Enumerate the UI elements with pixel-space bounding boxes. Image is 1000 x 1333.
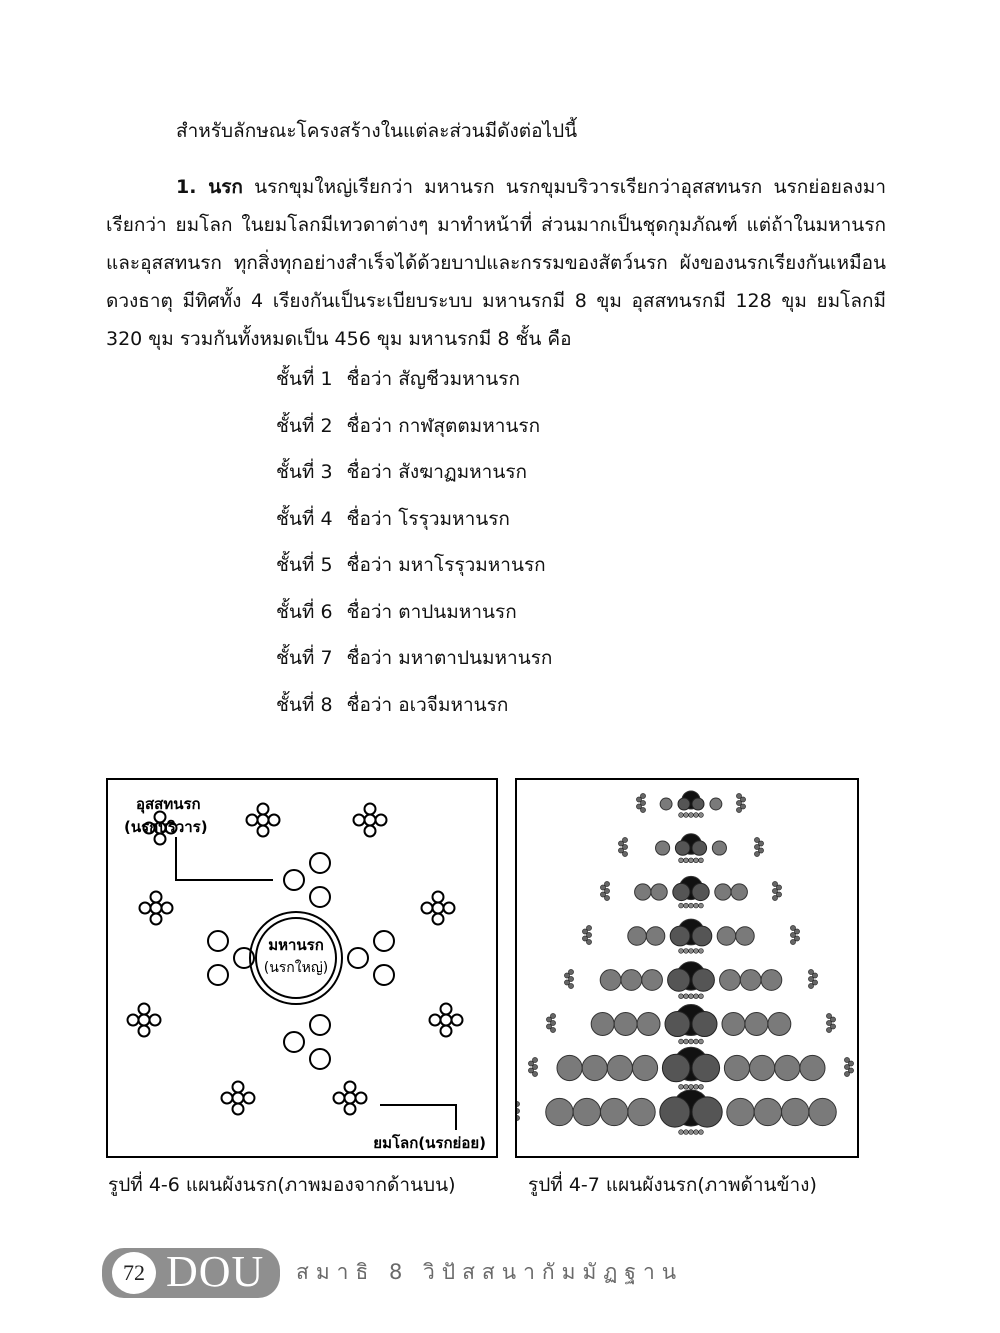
- hell-pit-circle: [582, 1055, 607, 1080]
- hell-pit-circle: [844, 1071, 849, 1076]
- hell-pit-circle: [736, 807, 741, 812]
- section-text: นรกขุมใหญ่เรียกว่า มหานรก นรกขุมบริวารเรียกว่าอุสสทนรก นรกย่อยลงมา เรียกว่า ยมโลก ในยมโลกมีเทวดาต่างๆ มาทำหน้าที่ ส่วนมากเป็นชุดกุมภัณฑ์ แต่ถ้าในมหานรกและอุสสทนรก ทุกสิ่งทุกอย่างสำเร็จได้ด้วยบาปและกรรมของสัตว์นรก ผังของนรกเรียงกันเหมือนดวงธาตุ มีทิศทั้ง 4 เรียงกันเป็นระเบียบระบบ มหานรกมี 8 ขุม อุสสทนรกมี 128 ขุม ยมโลกมี 320 ขุม รวมกันทั้งหมดเป็น 456 ขุม มหานรกมี 8 ชั้น คือ: [106, 176, 886, 350]
- tier-number: ชั้นที่ 5: [276, 554, 333, 576]
- figure1-caption: รูปที่ 4-6 แผนผังนรก(ภาพมองจากด้านบน): [108, 1174, 456, 1196]
- hell-pit-circle: [715, 884, 731, 900]
- hell-pit-circle: [727, 1098, 754, 1125]
- hell-pit-circle: [782, 1098, 809, 1125]
- hell-pit-circle: [517, 1108, 520, 1113]
- hell-pit-circle: [679, 1039, 684, 1044]
- hell-pit-circle: [754, 1098, 781, 1125]
- tier-name: ชื่อว่า มหาโรรุวมหานรก: [346, 554, 546, 576]
- hell-pit-circle: [724, 1055, 749, 1080]
- hell-pit-circle: [736, 927, 755, 946]
- hell-pit-circle: [642, 970, 663, 991]
- hell-pit-circle: [754, 851, 759, 856]
- hell-pit-circle: [635, 884, 651, 900]
- ussada-label-1: อุสสทนรก: [136, 795, 201, 813]
- hell-pit-circle: [684, 1084, 689, 1089]
- hell-pit-circle: [694, 858, 699, 863]
- hell-pit-circle: [689, 813, 694, 818]
- tier-name: ชื่อว่า มหาตาปนมหานรก: [346, 647, 553, 669]
- hell-pit-circle: [694, 813, 699, 818]
- figure-top-view: [106, 778, 498, 1158]
- hell-pit-circle: [586, 939, 591, 944]
- tier-number: ชั้นที่ 3: [276, 461, 333, 483]
- hell-pit-circle: [679, 949, 684, 954]
- hell-pit-circle: [684, 858, 689, 863]
- tier-number: ชั้นที่ 8: [276, 693, 333, 716]
- list-item: [276, 546, 552, 593]
- hell-pit-circle: [768, 1013, 791, 1036]
- hell-pit-circle: [247, 815, 258, 826]
- hell-pit-circle: [310, 1049, 330, 1069]
- hell-pit-circle: [689, 903, 694, 908]
- hell-pit-circle: [689, 949, 694, 954]
- hell-pit-circle: [600, 970, 621, 991]
- tier-name: ชื่อว่า ตาปนมหานรก: [346, 600, 517, 623]
- series-title: สมาธิ 8 วิปัสสนากัมมัฏฐาน: [296, 1260, 684, 1284]
- hell-pit-circle: [809, 1098, 836, 1125]
- hell-pit-circle: [660, 1097, 690, 1127]
- hell-pit-circle: [740, 970, 761, 991]
- hell-pit-circle: [699, 1130, 704, 1135]
- hell-pit-circle: [433, 892, 444, 903]
- section-paragraph: [106, 168, 886, 358]
- hell-pit-circle: [694, 903, 699, 908]
- top-view-diagram: [108, 780, 496, 1156]
- hell-pit-circle: [233, 1082, 244, 1093]
- list-item: [276, 686, 552, 733]
- hell-pit-circle: [684, 1039, 689, 1044]
- hell-pit-circle: [679, 994, 684, 999]
- hell-pit-circle: [433, 903, 444, 914]
- hell-pit-circle: [573, 1098, 600, 1125]
- hell-pit-circle: [614, 1013, 637, 1036]
- hell-pit-circle: [745, 1013, 768, 1036]
- hell-pit-circle: [517, 1115, 520, 1120]
- hell-pit-circle: [684, 994, 689, 999]
- tier-name: ชื่อว่า สังฆาฏมหานรก: [346, 461, 528, 483]
- hell-pit-circle: [692, 1054, 720, 1082]
- yama-label: ยมโลก(นรกย่อย): [373, 1134, 486, 1152]
- hell-pit-circle: [365, 804, 376, 815]
- hell-pit-circle: [441, 1004, 452, 1015]
- tier-name: ชื่อว่า โรรุวมหานรก: [346, 507, 510, 530]
- list-item: [276, 360, 552, 407]
- hell-pit-circle: [694, 1084, 699, 1089]
- hell-pit-circle: [637, 1013, 660, 1036]
- brand-logo-text: DOU: [166, 1247, 265, 1296]
- hell-pit-circle: [430, 1015, 441, 1026]
- hell-pit-circle: [139, 1004, 150, 1015]
- hell-pit-circle: [731, 884, 747, 900]
- hell-pit-circle: [692, 1012, 717, 1037]
- hell-pit-circle: [441, 1015, 452, 1026]
- hell-pit-circle: [208, 931, 228, 951]
- hell-pit-circle: [628, 927, 647, 946]
- hell-pit-circle: [694, 1039, 699, 1044]
- hell-pit-circle: [750, 1055, 775, 1080]
- tier-name: ชื่อว่า กาฬสุตตมหานรก: [346, 414, 541, 437]
- hell-pit-circle: [628, 1098, 655, 1125]
- intro-text: สำหรับลักษณะโครงสร้างในแต่ละส่วนมีดังต่อไปนี้: [176, 120, 578, 142]
- tier-number: ชั้นที่ 7: [276, 647, 333, 669]
- hell-pit-circle: [684, 903, 689, 908]
- hell-pit-circle: [151, 903, 162, 914]
- hell-pit-circle: [150, 1015, 161, 1026]
- hell-pit-circle: [679, 813, 684, 818]
- hell-pit-circle: [348, 948, 368, 968]
- hell-pit-circle: [668, 969, 690, 991]
- hell-pit-circle: [139, 1026, 150, 1037]
- hell-pit-circle: [233, 1104, 244, 1115]
- figure2-caption: รูปที่ 4-7 แผนผังนรก(ภาพด้านข้าง): [528, 1174, 817, 1196]
- hell-pit-circle: [678, 798, 690, 810]
- hell-pit-circle: [151, 892, 162, 903]
- hell-pit-circle: [444, 903, 455, 914]
- hell-pit-circle: [692, 883, 709, 900]
- hell-pit-circle: [621, 970, 642, 991]
- hell-pit-circle: [269, 815, 280, 826]
- hell-pit-circle: [699, 949, 704, 954]
- hell-pit-circle: [694, 949, 699, 954]
- hell-pit-circle: [607, 1055, 632, 1080]
- hell-pit-circle: [557, 1055, 582, 1080]
- hell-pit-circle: [679, 1084, 684, 1089]
- hell-pit-circle: [651, 884, 667, 900]
- hell-pit-circle: [694, 994, 699, 999]
- hell-pit-circle: [808, 983, 813, 988]
- hell-pit-circle: [310, 1015, 330, 1035]
- hell-pit-circle: [717, 927, 736, 946]
- hell-pit-circle: [689, 994, 694, 999]
- hell-pit-circle: [712, 841, 726, 855]
- hell-pit-circle: [550, 1027, 555, 1032]
- hell-pit-circle: [660, 798, 672, 810]
- hell-pit-circle: [258, 826, 269, 837]
- hell-pit-circle: [684, 1130, 689, 1135]
- list-item: [276, 407, 552, 454]
- hell-pit-circle: [433, 914, 444, 925]
- hell-pit-circle: [722, 1013, 745, 1036]
- hell-pit-circle: [699, 1084, 704, 1089]
- center-label-2: (นรกใหญ่): [263, 960, 329, 976]
- hell-pit-circle: [692, 969, 714, 991]
- hell-pit-circle: [591, 1013, 614, 1036]
- hell-pit-circle: [673, 883, 690, 900]
- ussada-label-2: (นรกบริวาร): [124, 818, 208, 836]
- hell-pit-circle: [775, 1055, 800, 1080]
- center-label-1: มหานรก: [268, 936, 324, 954]
- hell-pit-circle: [692, 926, 712, 946]
- hell-pit-circle: [345, 1082, 356, 1093]
- hell-pit-circle: [665, 1012, 690, 1037]
- tier-list: [276, 360, 552, 732]
- hell-pit-circle: [334, 1093, 345, 1104]
- tier-number: ชั้นที่ 4: [276, 507, 333, 530]
- hell-pit-circle: [376, 815, 387, 826]
- hell-pit-circle: [656, 841, 670, 855]
- hell-pit-circle: [233, 1093, 244, 1104]
- hell-pit-circle: [670, 926, 690, 946]
- hell-pit-circle: [345, 1093, 356, 1104]
- page-number: 72: [112, 1252, 156, 1294]
- hell-pit-circle: [679, 1130, 684, 1135]
- hell-pit-circle: [604, 895, 609, 900]
- hell-pit-circle: [826, 1027, 831, 1032]
- hell-pit-circle: [675, 841, 690, 856]
- hell-pit-circle: [422, 903, 433, 914]
- hell-pit-circle: [689, 1084, 694, 1089]
- hell-pit-circle: [699, 903, 704, 908]
- hell-pit-circle: [699, 1039, 704, 1044]
- hell-pit-circle: [568, 983, 573, 988]
- hell-pit-circle: [258, 815, 269, 826]
- list-item: [276, 453, 552, 500]
- side-view-diagram: [517, 780, 857, 1156]
- hell-pit-circle: [284, 870, 304, 890]
- hell-pit-circle: [694, 1130, 699, 1135]
- hell-pit-circle: [517, 1101, 520, 1106]
- hell-pit-circle: [692, 841, 707, 856]
- hell-pit-circle: [646, 927, 665, 946]
- hell-pit-circle: [365, 826, 376, 837]
- hell-pit-circle: [662, 1054, 690, 1082]
- figure-side-view: [515, 778, 859, 1158]
- hell-pit-circle: [151, 914, 162, 925]
- hell-pit-circle: [354, 815, 365, 826]
- hell-pit-circle: [365, 815, 376, 826]
- list-item: [276, 500, 552, 547]
- hell-pit-circle: [679, 858, 684, 863]
- tier-number: ชั้นที่ 2: [276, 414, 333, 437]
- hell-pit-circle: [600, 1098, 627, 1125]
- hell-pit-circle: [689, 1039, 694, 1044]
- hell-pit-circle: [684, 813, 689, 818]
- hell-pit-circle: [720, 970, 741, 991]
- hell-pit-circle: [546, 1098, 573, 1125]
- hell-pit-circle: [345, 1104, 356, 1115]
- tier-name: ชื่อว่า สัญชีวมหานรก: [346, 368, 520, 390]
- hell-pit-circle: [532, 1071, 537, 1076]
- hell-pit-circle: [800, 1055, 825, 1080]
- hell-pit-circle: [679, 903, 684, 908]
- hell-pit-circle: [310, 887, 330, 907]
- hell-pit-circle: [258, 804, 269, 815]
- hell-pit-circle: [441, 1026, 452, 1037]
- hell-pit-circle: [632, 1055, 657, 1080]
- section-label: 1. นรก: [176, 176, 243, 198]
- hell-pit-circle: [310, 853, 330, 873]
- hell-pit-circle: [684, 949, 689, 954]
- hell-pit-circle: [452, 1015, 463, 1026]
- hell-pit-circle: [699, 858, 704, 863]
- hell-pit-circle: [128, 1015, 139, 1026]
- list-item: [276, 639, 552, 686]
- tier-number: ชั้นที่ 1: [276, 368, 333, 390]
- hell-pit-circle: [699, 994, 704, 999]
- hell-pit-circle: [689, 858, 694, 863]
- hell-pit-circle: [710, 798, 722, 810]
- hell-pit-circle: [699, 813, 704, 818]
- list-item: [276, 593, 552, 640]
- hell-pit-circle: [692, 1097, 722, 1127]
- hell-pit-circle: [790, 939, 795, 944]
- hell-pit-circle: [772, 895, 777, 900]
- hell-pit-circle: [140, 903, 151, 914]
- hell-pit-circle: [208, 965, 228, 985]
- hell-pit-circle: [356, 1093, 367, 1104]
- hell-pit-circle: [284, 1032, 304, 1052]
- hell-pit-circle: [689, 1130, 694, 1135]
- hell-pit-circle: [374, 965, 394, 985]
- hell-pit-circle: [640, 807, 645, 812]
- hell-pit-circle: [139, 1015, 150, 1026]
- hell-pit-circle: [374, 931, 394, 951]
- tier-number: ชั้นที่ 6: [276, 600, 333, 623]
- hell-pit-circle: [761, 970, 782, 991]
- hell-pit-circle: [162, 903, 173, 914]
- hell-pit-circle: [244, 1093, 255, 1104]
- hell-pit-circle: [692, 798, 704, 810]
- hell-pit-circle: [622, 851, 627, 856]
- tier-name: ชื่อว่า อเวจีมหานรก: [346, 693, 509, 716]
- hell-pit-circle: [222, 1093, 233, 1104]
